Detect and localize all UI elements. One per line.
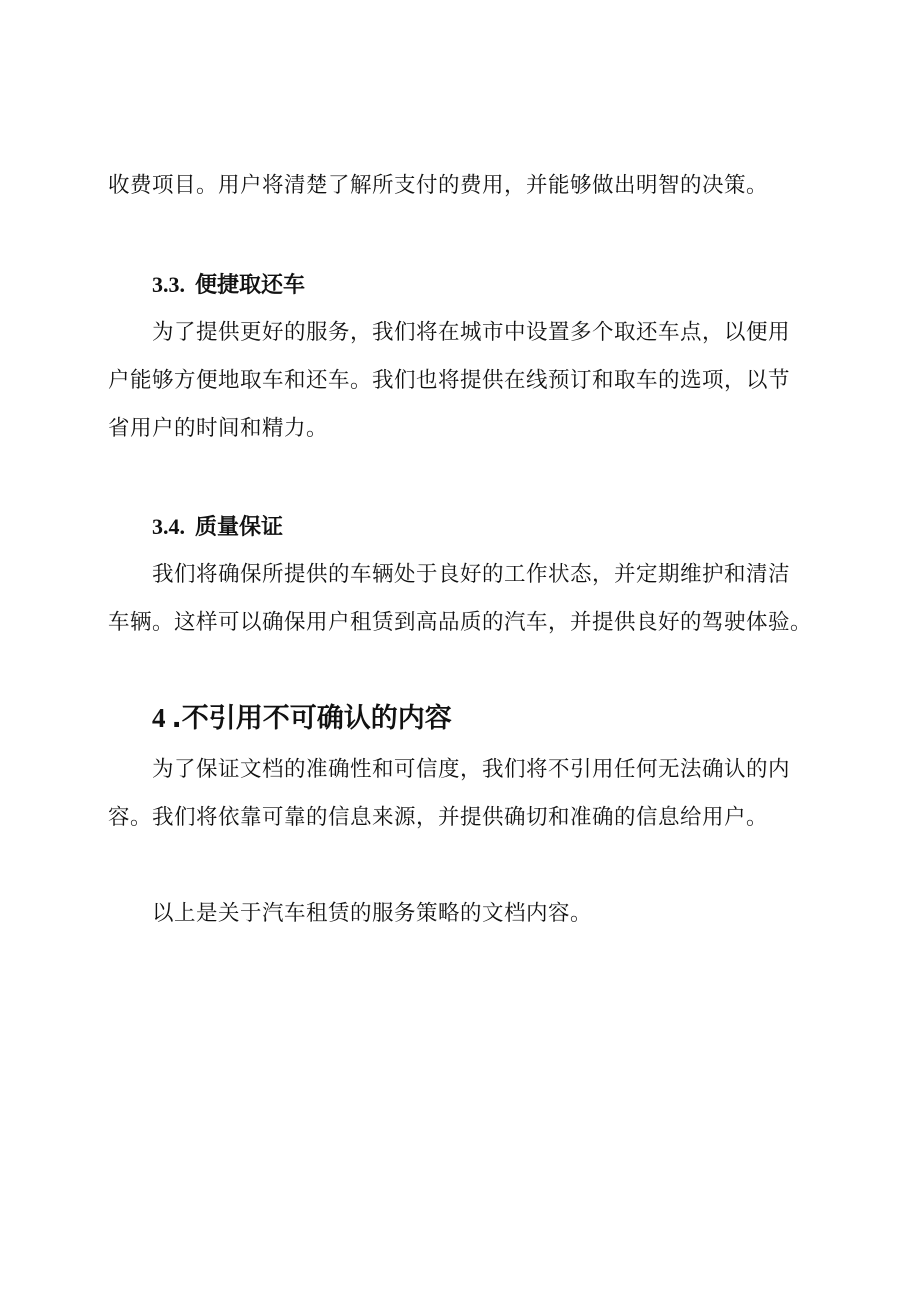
paragraph-line: 省用户的时间和精力。 <box>108 416 329 441</box>
section-number: 4 <box>152 703 166 733</box>
paragraph-line: 车辆。这样可以确保用户租赁到高品质的汽车，并提供良好的驾驶体验。 <box>108 610 813 635</box>
section-heading-3-4 <box>152 512 283 543</box>
section-number: 3.4. <box>152 514 185 539</box>
section-title: 便捷取还车 <box>195 273 306 298</box>
section-title: 质量保证 <box>195 515 284 540</box>
section-heading-3-3 <box>152 270 305 301</box>
intro-paragraph-line: 收费项目。用户将清楚了解所支付的费用，并能够做出明智的决策。 <box>108 173 769 198</box>
closing-paragraph-line: 以上是关于汽车租赁的服务策略的文档内容。 <box>152 901 593 926</box>
paragraph-line: 为了保证文档的准确性和可信度，我们将不引用任何无法确认的内 <box>152 757 791 782</box>
paragraph-line: 我们将确保所提供的车辆处于良好的工作状态，并定期维护和清洁 <box>152 562 791 587</box>
section-title: .不引用不可确认的内容 <box>171 703 452 734</box>
paragraph-line: 为了提供更好的服务，我们将在城市中设置多个取还车点，以便用 <box>152 320 791 345</box>
section-number: 3.3. <box>152 272 185 297</box>
paragraph-line: 容。我们将依靠可靠的信息来源，并提供确切和准确的信息给用户。 <box>108 805 769 830</box>
section-heading-4 <box>152 700 452 737</box>
paragraph-line: 户能够方便地取车和还车。我们也将提供在线预订和取车的选项，以节 <box>108 368 791 393</box>
